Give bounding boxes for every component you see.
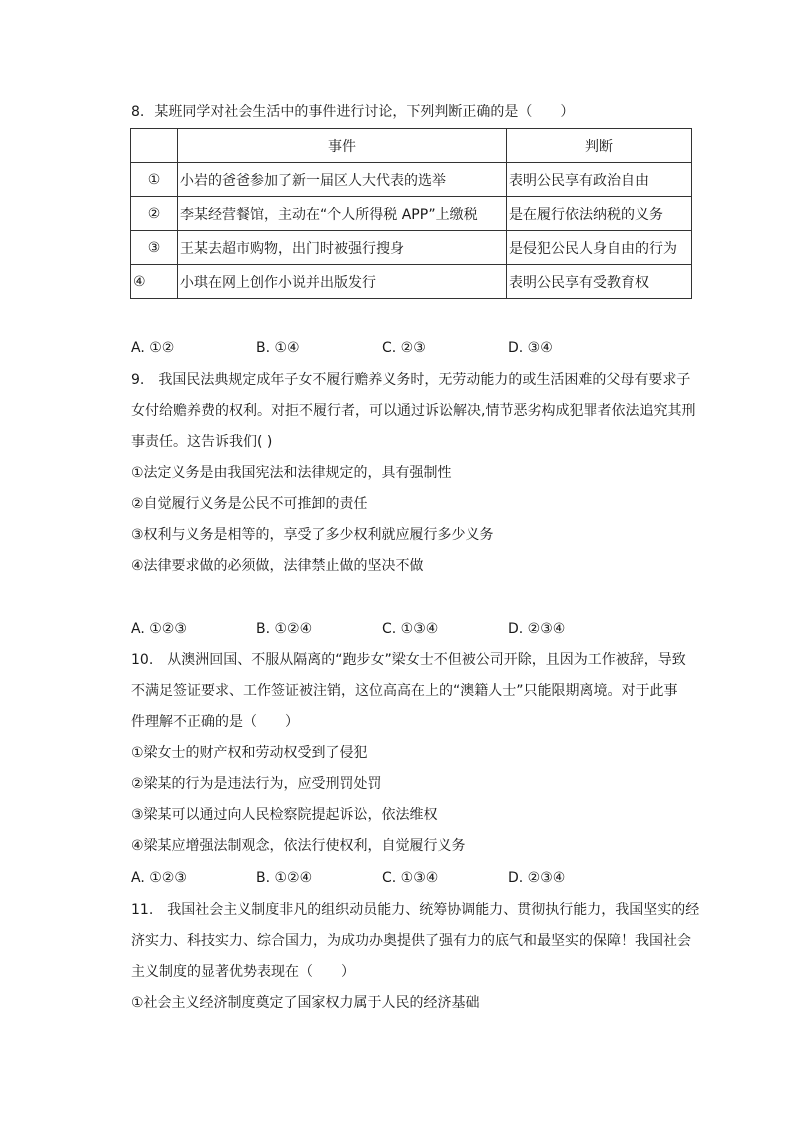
table-row bbox=[131, 163, 692, 197]
table-header-row bbox=[131, 129, 692, 163]
question-9-line: 女付给赡养费的权利。对拒不履行者，可以通过诉讼解决,情节恶劣构成犯罪者依法追究其刑 bbox=[131, 403, 696, 419]
question-10-line: 不满足签证要求、工作签证被注销，这位高高在上的“澳籍人士”只能限期离境。对于此事 bbox=[131, 683, 678, 699]
row-event: 王某去超市购物，出门时被强行搜身 bbox=[178, 231, 507, 265]
question-10-statement: ④梁某应增强法制观念，依法行使权利，自觉履行义务 bbox=[131, 838, 466, 854]
question-9-line: 事责任。这告诉我们( ) bbox=[131, 434, 273, 450]
option-b[interactable]: B. ①④ bbox=[256, 340, 300, 356]
row-event: 小岩的爸爸参加了新一届区人大代表的选举 bbox=[178, 163, 507, 197]
row-number: ④ bbox=[131, 265, 178, 299]
row-judgement: 是在履行依法纳税的义务 bbox=[507, 197, 692, 231]
question-8-text: 某班同学对社会生活中的事件进行讨论，下列判断正确的是（ ） bbox=[154, 104, 575, 120]
question-11-line: 主义制度的显著优势表现在（ ） bbox=[131, 964, 355, 980]
question-9-statement: ②自觉履行义务是公民不可推卸的责任 bbox=[131, 496, 368, 512]
question-8-number: 8. bbox=[131, 104, 145, 120]
row-judgement: 表明公民享有受教育权 bbox=[507, 265, 692, 299]
option-b[interactable]: B. ①②④ bbox=[256, 621, 313, 637]
table-header-number bbox=[131, 129, 178, 163]
table-row bbox=[131, 231, 692, 265]
event-judgement-table bbox=[130, 128, 692, 299]
question-11-line: 11. 我国社会主义制度非凡的组织动员能力、统筹协调能力、贯彻执行能力，我国坚实的经 bbox=[131, 902, 700, 918]
table-row bbox=[131, 265, 692, 299]
option-d[interactable]: D. ③④ bbox=[508, 340, 553, 356]
table-header-event: 事件 bbox=[178, 129, 507, 163]
question-11-statement: ①社会主义经济制度奠定了国家权力属于人民的经济基础 bbox=[131, 995, 480, 1011]
question-9-statement: ①法定义务是由我国宪法和法律规定的，具有强制性 bbox=[131, 465, 452, 481]
option-c[interactable]: C. ①③④ bbox=[382, 870, 439, 886]
question-10-line: 10. 从澳洲回国、不服从隔离的“跑步女”梁女士不但被公司开除，且因为工作被辞，导致 bbox=[131, 652, 686, 668]
option-a[interactable]: A. ①②③ bbox=[131, 621, 187, 637]
question-9-line: 9. 我国民法典规定成年子女不履行赡养义务时，无劳动能力的或生活困难的父母有要求子 bbox=[131, 372, 691, 388]
table-row bbox=[131, 197, 692, 231]
question-9-statement: ③权利与义务是相等的，享受了多少权利就应履行多少义务 bbox=[131, 527, 494, 543]
row-event: 小琪在网上创作小说并出版发行 bbox=[178, 265, 507, 299]
option-c[interactable]: C. ②③ bbox=[382, 340, 426, 356]
row-event: 李某经营餐馆，主动在“个人所得税 APP”上缴税 bbox=[178, 197, 507, 231]
option-d[interactable]: D. ②③④ bbox=[508, 621, 566, 637]
option-c[interactable]: C. ①③④ bbox=[382, 621, 439, 637]
question-8-stem bbox=[131, 102, 574, 122]
question-10-statement: ①梁女士的财产权和劳动权受到了侵犯 bbox=[131, 745, 368, 761]
row-number: ① bbox=[131, 163, 178, 197]
question-10-line: 件理解不正确的是（ ） bbox=[131, 714, 299, 730]
option-a[interactable]: A. ①② bbox=[131, 340, 175, 356]
row-number: ③ bbox=[131, 231, 178, 265]
option-a[interactable]: A. ①②③ bbox=[131, 870, 187, 886]
row-number: ② bbox=[131, 197, 178, 231]
question-10-statement: ③梁某可以通过向人民检察院提起诉讼，依法维权 bbox=[131, 807, 438, 823]
option-d[interactable]: D. ②③④ bbox=[508, 870, 566, 886]
row-judgement: 表明公民享有政治自由 bbox=[507, 163, 692, 197]
table-header-judgement: 判断 bbox=[507, 129, 692, 163]
question-10-statement: ②梁某的行为是违法行为，应受刑罚处罚 bbox=[131, 776, 382, 792]
question-9-statement: ④法律要求做的必须做，法律禁止做的坚决不做 bbox=[131, 558, 424, 574]
question-11-line: 济实力、科技实力、综合国力，为成功办奥提供了强有力的底气和最坚实的保障！我国社会 bbox=[131, 933, 691, 949]
option-b[interactable]: B. ①②④ bbox=[256, 870, 313, 886]
row-judgement: 是侵犯公民人身自由的行为 bbox=[507, 231, 692, 265]
